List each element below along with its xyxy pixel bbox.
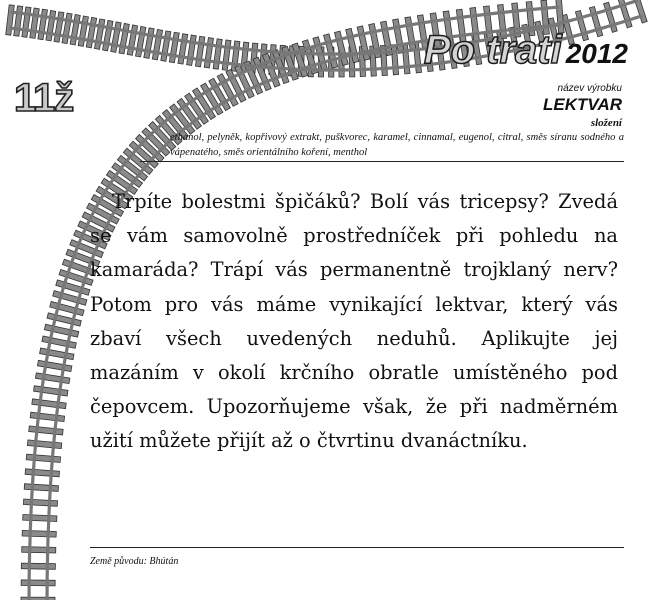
- bottom-divider: [90, 547, 624, 548]
- rail-tie: [21, 563, 55, 569]
- rail-tie: [178, 34, 188, 64]
- rail-tie: [21, 580, 55, 586]
- advertisement-body: Trpíte bolestmi špičáků? Bolí vás tricepsy? Zvedá se vám samovolně prostředníček při pohledu na kamaráda? Trápí vás permanentně trojklaný nerv? Potom pro vás máme vynikající lektvar, který vás zbaví všech uvedených neduhů. Aplikujte jej mazáním v okolí krčního obratle umístěného pod čepovcem. Upozorňujeme však, že při nadměrném užití můžete přijít až o čtvrtinu dvanáctníku.: [90, 190, 618, 453]
- rail-tie: [213, 39, 222, 69]
- rail-tie: [152, 29, 162, 60]
- rail-tie: [27, 440, 61, 449]
- rail-tie: [187, 35, 197, 66]
- rail-tie: [34, 386, 69, 396]
- rail-tie: [32, 399, 66, 409]
- rail-tie: [24, 484, 58, 492]
- brand-title: [424, 30, 628, 70]
- rail-tie: [22, 7, 31, 37]
- brand-year: 2012: [565, 38, 628, 69]
- ingredients-list: ethanol, pelyněk, kopřivový extrakt, puškvorec, karamel, cinnamal, eugenol, citral, směs síranu sodného a vápenatého, směs orientálního koření, menthol: [170, 132, 624, 158]
- rail-tie: [6, 5, 15, 35]
- rail-tie: [22, 547, 56, 553]
- rail-tie: [169, 32, 179, 62]
- rail-tie: [40, 348, 74, 360]
- rail-tie: [37, 360, 72, 371]
- rail-tie: [222, 40, 231, 70]
- ingredients-text: [138, 130, 624, 160]
- rail-tie: [25, 469, 59, 477]
- rail-tie: [26, 454, 60, 462]
- product-name: LEKTVAR: [542, 95, 622, 114]
- product-name-label: název výrobku: [557, 83, 622, 94]
- rail-tie: [161, 31, 171, 61]
- rail-tie: [46, 11, 56, 41]
- composition-label: složení: [590, 117, 622, 129]
- rail-tie: [30, 8, 40, 38]
- rail-tie: [29, 426, 63, 435]
- rail-tie: [22, 530, 56, 537]
- rail-tie: [23, 515, 57, 522]
- rail-tie: [195, 36, 205, 67]
- top-divider: [140, 161, 624, 162]
- issue-code: 11ž: [14, 76, 74, 120]
- rail-tie: [204, 38, 213, 68]
- brand-name: Po trati: [423, 28, 562, 72]
- rail-tie: [42, 336, 76, 348]
- country-of-origin: Země původu: Bhútán: [90, 556, 179, 567]
- rail-tie: [44, 324, 78, 337]
- rail-tie: [30, 412, 64, 421]
- rail-tie: [38, 9, 48, 40]
- rail-tie: [14, 6, 23, 36]
- rail-tie: [23, 499, 57, 506]
- rail-tie: [35, 373, 70, 384]
